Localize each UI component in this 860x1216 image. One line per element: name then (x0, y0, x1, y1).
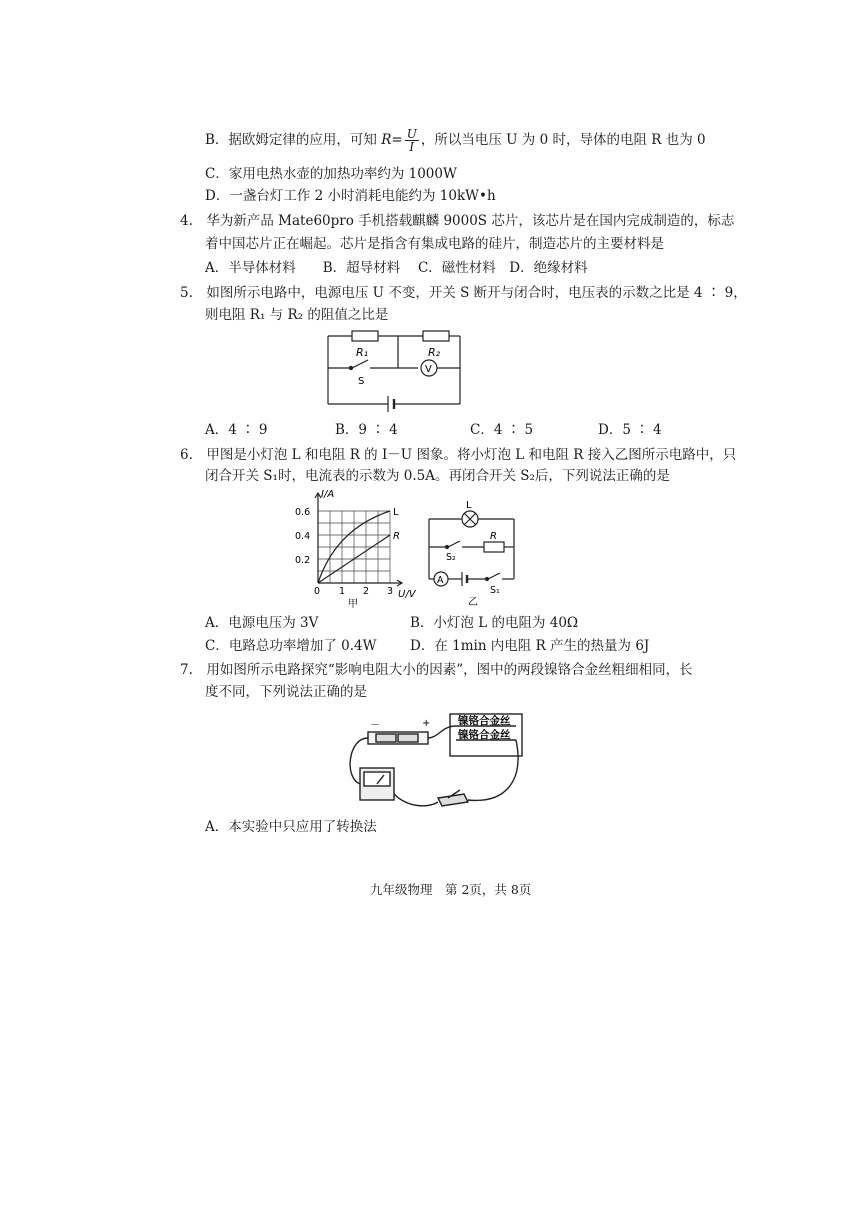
q6-y-axis-label: I/A (321, 489, 335, 500)
q6-xtick-3: 3 (387, 586, 394, 597)
q6-line1: 6. 甲图是小灯泡 L 和电阻 R 的 I－U 图象。将小灯泡 L 和电阻 R 接入乙图所示电路中，只 (180, 447, 737, 463)
q6-lamp-label: L (466, 500, 472, 511)
q3-option-d: D．一盏台灯工作 2 小时消耗电能约为 10kW•h (205, 188, 496, 204)
q5-r1-label: R₁ (356, 346, 369, 359)
q6-ytick-0.2: 0.2 (295, 555, 311, 566)
q6-s2-label: S₂ (446, 552, 456, 563)
q7-plus-label: + (422, 718, 431, 729)
q5-circuit-diagram (320, 326, 470, 416)
q6-ytick-0.4: 0.4 (295, 531, 311, 542)
q6-circuit-caption: 乙 (468, 597, 478, 607)
q6-line-r-label: R (393, 531, 400, 542)
q6-iu-graph (290, 485, 425, 610)
q6-option-a: A．电源电压为 3V (205, 615, 319, 631)
q6-xtick-0: 0 (314, 586, 321, 597)
q4-line2: 着中国芯片正在崛起。芯片是指含有集成电路的硅片，制造芯片的主要材料是 (205, 236, 664, 252)
q6-curve-l-label: L (393, 507, 399, 518)
q6-xtick-1: 1 (339, 586, 346, 597)
q5-r2-label: R₂ (428, 346, 441, 359)
q5-voltmeter-label: V (425, 364, 432, 375)
q7-option-a: A．本实验中只应用了转换法 (205, 819, 377, 835)
q6-option-c: C．电路总功率增加了 0.4W (205, 638, 377, 654)
q7-minus-label: － (370, 720, 380, 731)
q4-options: A．半导体材料 B．超导材料 C．磁性材料 D．绝缘材料 (205, 260, 588, 276)
ohm-formula: $\frac{U}{I}$ (406, 127, 417, 154)
q6-xtick-2: 2 (363, 586, 370, 597)
q4-line1: 4. 华为新产品 Mate60pro 手机搭载麒麟 9000S 芯片，该芯片是在国内完成制造的，标志 (180, 213, 735, 229)
q3-option-b: B．据欧姆定律的应用，可知 R= $\frac{U}{I}$ ，所以当电压 U 为 0 时，导体的电阻 R 也为 0 (205, 127, 706, 154)
q6-ammeter-label: A (437, 575, 444, 586)
q6-s1-label: S₁ (490, 585, 500, 596)
q5-s-label: S (358, 376, 365, 387)
q7-wire2-label: 镍铬合金丝 (458, 729, 511, 741)
q6-line2: 闭合开关 S₁时，电流表的示数为 0.5A。再闭合开关 S₂后，下列说法正确的是 (205, 468, 670, 484)
q6-x-axis-label: U/V (398, 589, 416, 600)
q5-line1: 5. 如图所示电路中，电源电压 U 不变，开关 S 断开与闭合时，电压表的示数之比是 4 ∶ 9， (180, 285, 747, 301)
q6-option-b: B．小灯泡 L 的电阻为 40Ω (410, 615, 579, 631)
q3-option-c: C．家用电热水壶的加热功率约为 1000W (205, 166, 457, 182)
q5-option-b: B．9 ∶ 4 (335, 422, 398, 438)
q7-line2: 度不同，下列说法正确的是 (205, 684, 367, 700)
q5-option-d: D．5 ∶ 4 (598, 422, 662, 438)
q6-option-d: D．在 1min 内电阻 R 产生的热量为 6J (410, 638, 650, 654)
q6-circuit-diagram (424, 497, 524, 607)
q5-line2: 则电阻 R₁ 与 R₂ 的阻值之比是 (205, 307, 389, 323)
q5-option-c: C．4 ∶ 5 (470, 422, 534, 438)
q7-line1: 7. 用如图所示电路探究“影响电阻大小的因素”，图中的两段镍铬合金丝粗细相同，长 (180, 662, 693, 678)
q7-wire1-label: 镍铬合金丝 (458, 715, 511, 727)
q5-option-a: A．4 ∶ 9 (205, 422, 268, 438)
page-footer: 九年级物理 第 2页，共 8页 (370, 882, 532, 897)
q7-experiment-diagram (338, 708, 538, 823)
q6-ytick-0.6: 0.6 (295, 507, 311, 518)
q6-graph-caption: 甲 (348, 599, 358, 610)
q6-r-label: R (490, 531, 497, 542)
